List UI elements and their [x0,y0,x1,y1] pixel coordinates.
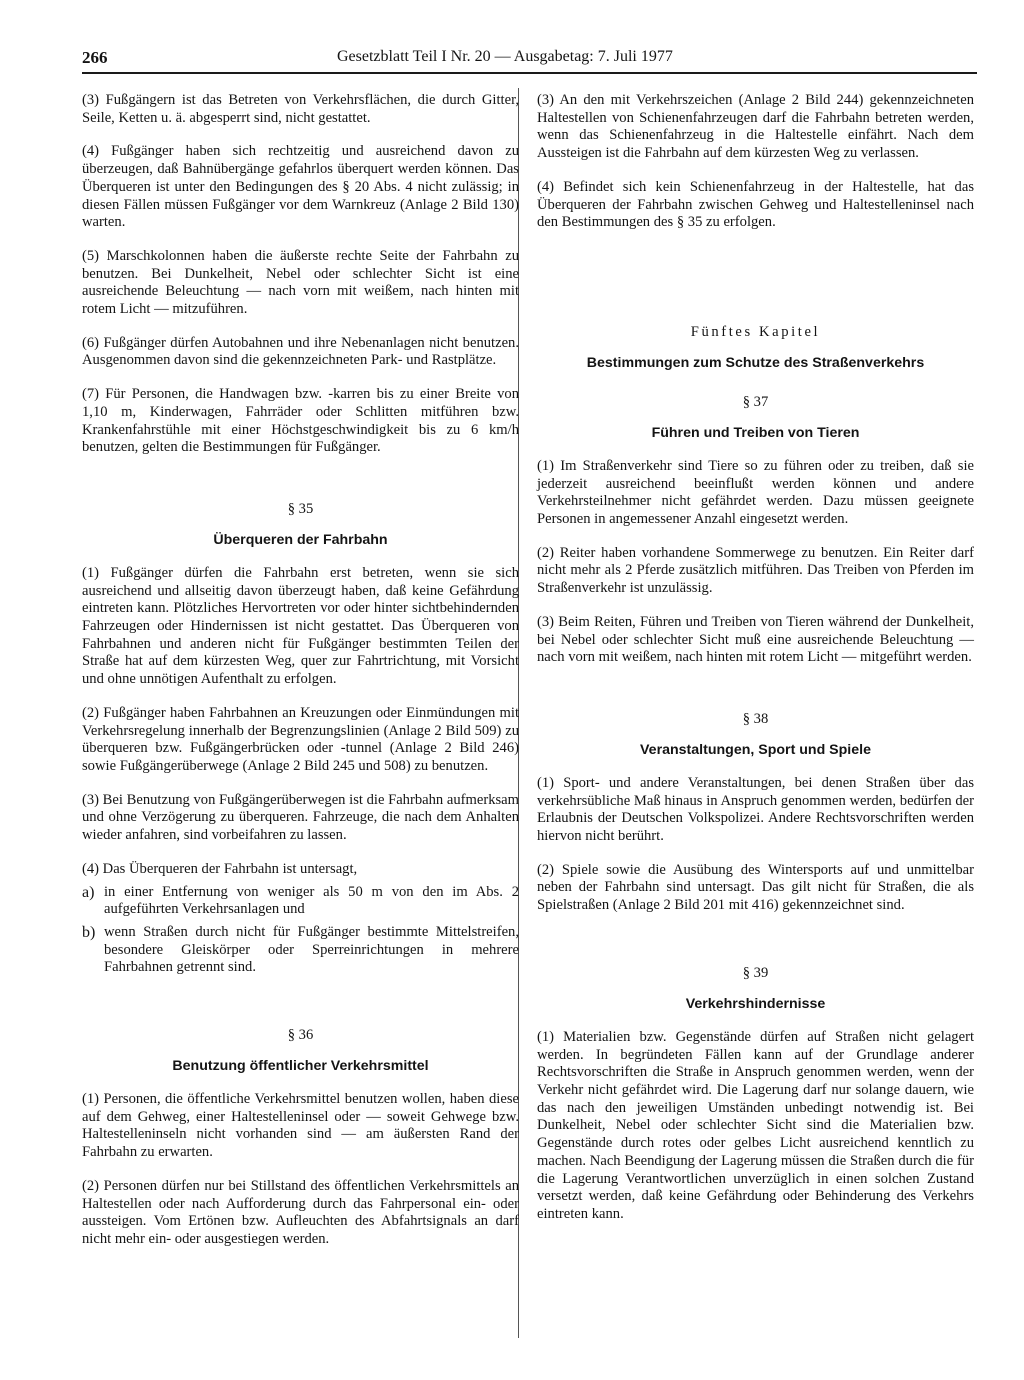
paragraph: (3) Beim Reiten, Führen und Treiben von Tieren während der Dunkelheit, bei Nebel oder schlechter Sicht muß eine ausreichende Beleuchtung — nach vorn mit weißem, nach hinten mit rotem Licht — mitgeführt werden. [537,613,974,666]
section-title: Überqueren der Fahrbahn [213,531,388,548]
paragraph: (4) Das Überqueren der Fahrbahn ist untersagt, [82,860,358,877]
paragraph: (7) Für Personen, die Handwagen bzw. -karren bis zu einer Breite von 1,10 m, Kinderwagen, Fahrräder oder Schlitten mitführen bzw. Krankenfahrstühle mit einer Höchstgeschwindigkeit bis zu 6 km/h benutzen, gelten die Bestimmungen für Fußgänger. [82,386,519,456]
section-number: § 39 [742,964,769,981]
list-item-text: in einer Entfernung von weniger als 50 m von den im Abs. 2 aufgeführten Verkehrsanlagen und [104,883,519,918]
paragraph: (6) Fußgänger dürfen Autobahnen und ihre Nebenanlagen nicht benutzen. Ausgenommen davon sind die gekennzeichneten Park- und Rastplätze. [82,334,519,369]
section-title: Veranstaltungen, Sport und Spiele [640,741,871,758]
paragraph: (2) Fußgänger haben Fahrbahnen an Kreuzungen oder Einmündungen mit Verkehrsregelung innerhalb der Begrenzungslinien (Anlage 2 Bild 509) zu überqueren bzw. Fußgängerbrücken oder -tunnel (Anlage 2 Bild 246) sowie Fußgängerüberwege (Anlage 2 Bild 245 und 508) zu benutzen. [82,704,519,774]
section-number: § 35 [287,500,314,517]
paragraph: (1) Sport- und andere Veranstaltungen, bei denen Straßen über das verkehrsübliche Maß hinaus in Anspruch genommen werden, bedürfen der Erlaubnis der Deutschen Volkspolizei. Andere Rechtsvorschriften werden hiervon nicht berührt. [537,774,974,845]
paragraph: (1) Fußgänger dürfen die Fahrbahn erst betreten, wenn sie sich ausreichend und allseitig davon überzeugt haben, daß keine Gefährdung eintreten kann. Plötzliches Hervortreten vor oder hinter sichtbehindernden Fahrzeugen oder Hindernissen ist nicht gestattet. Das Überqueren von Fahrbahnen und anderen nicht für Fußgänger bestimmten Teilen der Straße hat auf dem kürzesten Weg, quer zur Fahrtrichtung, mit Vorsicht und ohne unnötigen Aufenthalt zu erfolgen. [82,564,519,688]
paragraph: (5) Marschkolonnen haben die äußerste rechte Seite der Fahrbahn zu benutzen. Bei Dunkelheit, Nebel oder schlechter Sicht ist eine ausreichende Beleuchtung — nach vorn mit weißem, nach hinten mit rotem Licht — mitzuführen. [82,247,519,318]
paragraph: (4) Befindet sich kein Schienenfahrzeug in der Haltestelle, hat das Überqueren der Fahrbahn zwischen Gehweg und Haltestelleninsel nach den Bestimmungen des § 35 zu erfolgen. [537,178,974,231]
section-number: § 37 [742,393,769,410]
section-number: § 38 [742,710,769,727]
page-header [82,46,977,74]
page-number: 266 [82,48,108,67]
paragraph: (4) Fußgänger haben sich rechtzeitig und ausreichend davon zu überzeugen, daß Bahnübergänge gefahrlos überquert werden können. Das Überqueren ist unter den Bedingungen des § 20 Abs. 4 nicht zulässig; in diesen Fällen müssen Fußgänger vor dem Warnkreuz (Anlage 2 Bild 130) warten. [82,143,519,231]
right-column [537,92,974,1240]
list-item-letter: a) [82,883,95,901]
paragraph: (1) Im Straßenverkehr sind Tiere so zu führen oder zu treiben, daß sie jederzeit ausreichend beeinflußt werden können und andere Verkehrsteilnehmer nicht gefährdet werden. Dazu müssen geeignete Personen in angemessener Anzahl eingesetzt werden. [537,457,974,528]
section-title: Benutzung öffentlicher Verkehrsmittel [172,1058,429,1075]
chapter-label: Fünftes Kapitel [690,323,821,340]
paragraph: (2) Reiter haben vorhandene Sommerwege zu benutzen. Ein Reiter darf nicht mehr als 2 Pferde zusätzlich mitführen. Das Treiben von Pferden im Straßenverkehr ist unzulässig. [537,544,974,597]
list-item-text: wenn Straßen durch nicht für Fußgänger bestimmte Mittelstreifen, besondere Gleiskörper oder Sperreinrichtungen in mehrere Fahrbahnen getrennt sind. [104,923,519,976]
running-title: Gesetzblatt Teil I Nr. 20 — Ausgabetag: 7. Juli 1977 [337,48,673,65]
section-number: § 36 [287,1027,314,1044]
list-item [82,924,519,977]
paragraph: (1) Personen, die öffentliche Verkehrsmittel benutzen wollen, haben diese auf dem Gehweg, einer Haltestelleninsel oder — soweit Gehwege bzw. Haltestelleninseln nicht vorhanden sind — am äußersten Rand der Fahrbahn zu erwarten. [82,1091,519,1161]
left-column [82,92,519,1265]
list-item [82,884,519,919]
paragraph: (2) Personen dürfen nur bei Stillstand des öffentlichen Verkehrsmittels an Haltestellen oder nach Aufforderung durch das Fahrpersonal ein- oder aussteigen. Vom Ertönen bzw. Aufleuchten des Abfahrtsignals an darf nicht mehr ein- oder ausgestiegen werden. [82,1177,519,1247]
list-item-letter: b) [82,923,96,941]
chapter-title: Bestimmungen zum Schutze des Straßenverkehrs [586,354,925,371]
paragraph: (3) Bei Benutzung von Fußgängerüberwegen ist die Fahrbahn aufmerksam und ohne Verzögerung zu überqueren. Fahrzeuge, die nach dem Anhalten wieder anfahren, sind vorbeifahren zu lassen. [82,791,519,844]
paragraph: (3) Fußgängern ist das Betreten von Verkehrsflächen, die durch Gitter, Seile, Ketten u. ä. abgesperrt sind, nicht gestattet. [82,92,519,126]
section-title: Verkehrshindernisse [685,995,826,1012]
paragraph: (3) An den mit Verkehrszeichen (Anlage 2 Bild 244) gekennzeichneten Haltestellen von Schienenfahrzeugen darf die Fahrbahn betreten werden, wenn das Schienenfahrzeug in die Haltestelle einfährt. Nach dem Aussteigen ist die Fahrbahn auf dem kürzesten Weg zu verlassen. [537,92,974,162]
section-title: Führen und Treiben von Tieren [651,424,860,441]
paragraph: (2) Spiele sowie die Ausübung des Wintersports auf und unmittelbar neben der Fahrbahn sind untersagt. Das gilt nicht für Straßen, die als Spielstraßen (Anlage 2 Bild 201 mit 416) gekennzeichnet sind. [537,861,974,914]
paragraph: (1) Materialien bzw. Gegenstände dürfen auf Straßen nicht gelagert werden. In begründeten Fällen kann auf der Grundlage anderer Rechtsvorschriften die Straße in Anspruch genommen werden, wenn der Verkehr nicht gefährdet wird. Die Lagerung darf nur solange dauern, wie das nach den jeweiligen Umständen unbedingt notwendig ist. Bei Dunkelheit, Nebel oder schlechter Sicht sind die Materialien bzw. Gegenstände durch rotes oder gelbes Licht ausreichend kenntlich zu machen. Nach Beendigung der Lagerung müssen die Straßen durch die für die Lagerung Verantwortlichen unverzüglich in einen solchen Zustand versetzt werden, daß keine Gefährdung oder Behinderung des Verkehrs eintreten kann. [537,1028,974,1222]
